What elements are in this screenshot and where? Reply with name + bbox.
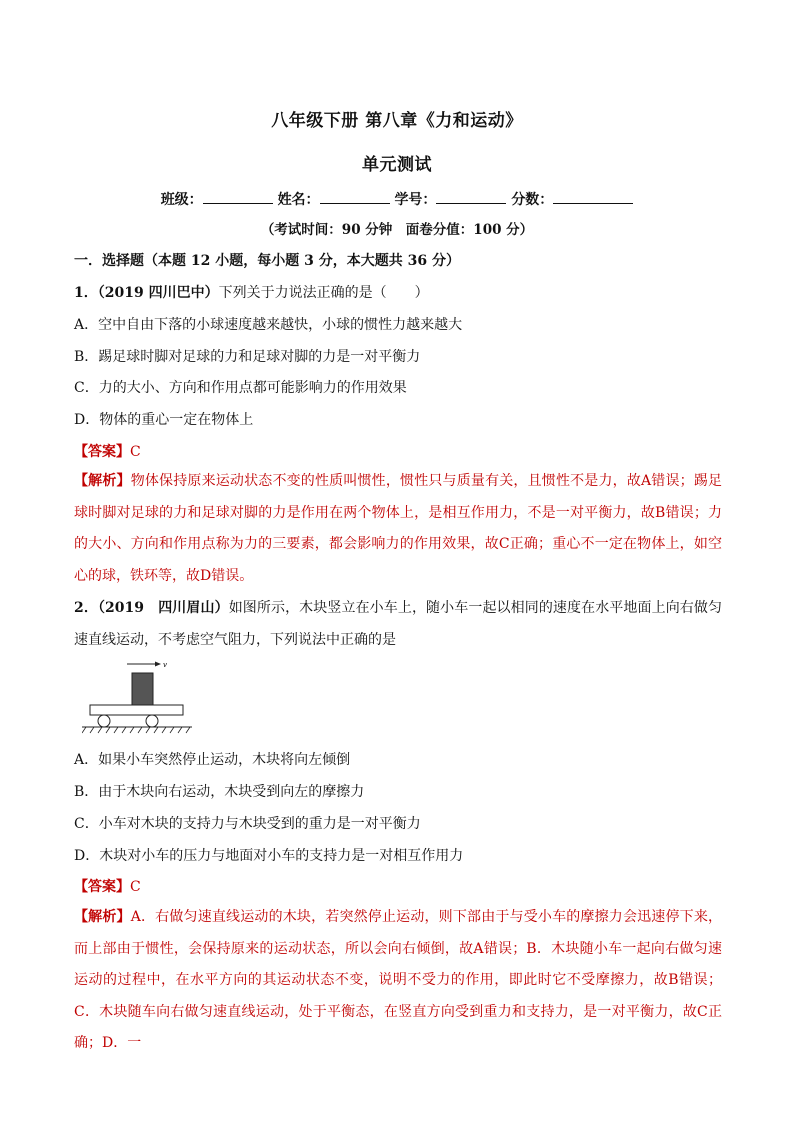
analysis-text: A．右做匀速直线运动的木块，若突然停止运动，则下部由于与受小车的摩擦力会迅速停下来，而上部由于惯性，会保持原来的运动状态，所以会向右倾倒，故A错误；B．木块随小车一起向右做匀速运动的过程中，在水平方向的其运动状态不变，说明不受力的作用，即此时它不受摩擦力，故B错误；C．木块随车向右做匀速直线运动，处于平衡态，在竖直方向受到重力和支持力，是一对平衡力，故C正确；D．一 bbox=[74, 909, 723, 1051]
wooden-block bbox=[132, 673, 153, 705]
question-2-answer bbox=[74, 876, 141, 896]
question-source: （2019 四川眉山） bbox=[97, 600, 229, 616]
question-text: 如图所示，木块竖立在小车上，随小车一起以相同的速度在水平地面上向右做匀速直线运动，不考虑空气阻力，下列说法中正确的是 bbox=[74, 600, 722, 648]
cart-wheel-left bbox=[98, 715, 110, 727]
exam-note: （考试时间：90 分钟 面卷分值：100 分） bbox=[260, 222, 534, 238]
question-1-option-b: B．踢足球时脚对足球的力和足球对脚的力是一对平衡力 bbox=[74, 349, 421, 365]
answer-value: C bbox=[130, 444, 141, 460]
question-1-stem bbox=[74, 282, 429, 302]
question-number: 2． bbox=[74, 600, 98, 616]
question-2-option-c: C．小车对木块的支持力与木块受到的重力是一对平衡力 bbox=[74, 816, 421, 832]
question-number: 1． bbox=[74, 285, 98, 301]
question-2-option-b: B．由于木块向右运动，木块受到向左的摩擦力 bbox=[74, 784, 365, 800]
question-1-answer bbox=[74, 441, 141, 461]
question-2-stem bbox=[74, 593, 722, 656]
student-info-row bbox=[0, 188, 794, 209]
answer-label: 【答案】 bbox=[74, 879, 130, 895]
document-title: 八年级下册 第八章《力和运动》 bbox=[271, 111, 523, 131]
velocity-arrowhead bbox=[155, 662, 161, 667]
section-heading: 一．选择题（本题 12 小题，每小题 3 分，本大题共 36 分） bbox=[74, 253, 460, 269]
question-1-option-a: A．空中自由下落的小球速度越来越快，小球的惯性力越来越大 bbox=[74, 317, 463, 333]
class-label: 班级： bbox=[160, 192, 203, 208]
question-1-analysis bbox=[74, 466, 722, 592]
student-id-blank bbox=[436, 188, 506, 204]
question-1-option-d: D．物体的重心一定在物体上 bbox=[74, 412, 254, 428]
analysis-label: 【解析】 bbox=[74, 909, 131, 925]
cart-block-figure bbox=[82, 660, 192, 740]
name-label: 姓名： bbox=[277, 192, 320, 208]
question-1-option-c: C．力的大小、方向和作用点都可能影响力的作用效果 bbox=[74, 380, 407, 396]
question-2-option-a: A．如果小车突然停止运动，木块将向左倾倒 bbox=[74, 752, 351, 768]
cart-diagram bbox=[82, 660, 192, 736]
question-text: 下列关于力说法正确的是（ ） bbox=[218, 285, 429, 301]
answer-value: C bbox=[130, 879, 141, 895]
question-2-option-d: D．木块对小车的压力与地面对小车的支持力是一对相互作用力 bbox=[74, 848, 464, 864]
analysis-label: 【解析】 bbox=[74, 473, 131, 489]
velocity-label: v bbox=[163, 661, 167, 669]
question-2-analysis bbox=[74, 902, 722, 1060]
ground-hatching bbox=[82, 727, 190, 733]
student-id-label: 学号： bbox=[394, 192, 437, 208]
question-source: （2019 四川巴中） bbox=[97, 285, 219, 301]
class-blank bbox=[203, 188, 273, 204]
name-blank bbox=[320, 188, 390, 204]
score-blank bbox=[553, 188, 633, 204]
cart-wheel-right bbox=[146, 715, 158, 727]
cart-body bbox=[90, 705, 183, 715]
document-subtitle: 单元测试 bbox=[362, 155, 432, 175]
score-label: 分数： bbox=[511, 192, 554, 208]
analysis-text: 物体保持原来运动状态不变的性质叫惯性，惯性只与质量有关，且惯性不是力，故A错误；踢足球时脚对足球的力和足球对脚的力是作用在两个物体上，是相互作用力，不是一对平衡力，故B错误；力的大小、方向和作用点称为力的三要素，都会影响力的作用效果，故C正确；重心不一定在物体上，如空心的球，铁环等，故D错误。 bbox=[74, 473, 723, 584]
answer-label: 【答案】 bbox=[74, 444, 130, 460]
